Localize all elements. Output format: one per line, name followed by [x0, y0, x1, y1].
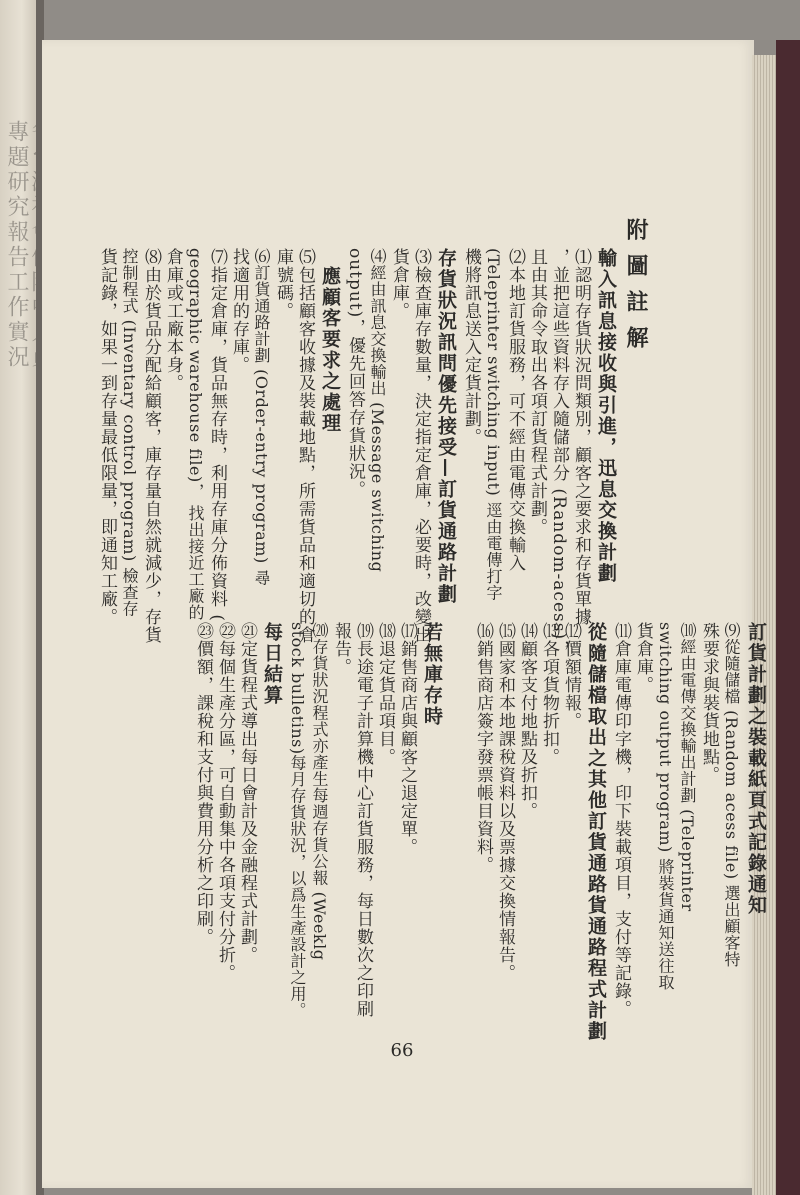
section-lower-right [472, 622, 770, 1042]
book-cover [776, 40, 800, 1195]
list-item: ⑹訂貨通路計劃 (Order-entry program) 尋 [252, 248, 271, 586]
section-heading: 若無庫存時 [421, 622, 443, 727]
section-heading: 每日結算 [261, 622, 283, 706]
list-item-continued: 庫號碼。 [273, 248, 293, 320]
list-item: ⑼從隨儲檔 (Random acess file) 選出顧客特 [722, 622, 741, 968]
page-title: 附圖註解 [623, 218, 649, 362]
list-item: ⒄銷售商店與顧客之退定單。 [397, 622, 417, 856]
section-heading: 訂貨計劃之裝載紙頁式記錄通知 [745, 622, 767, 916]
section-heading: 從隨儲檔取出之其他訂貨通路貨通路程式計劃 [585, 622, 607, 1042]
list-item-continued: 找適用的存庫。 [229, 248, 249, 374]
left-facing-page [0, 0, 36, 1195]
list-item-continued: 殊要求與裝貨地點。 [699, 622, 719, 784]
list-item: ㉒每個生產分區，可自動集中各項支付分折。 [215, 622, 235, 982]
list-item: ⑺指定倉庫，貨品無存時，利用存庫分佈資料 ( [207, 248, 227, 623]
section-lower-left [192, 622, 446, 1022]
list-item: ⒀各項貨物折扣。 [539, 622, 559, 766]
list-item: ⒅退定貨品項目。 [375, 622, 395, 766]
list-item-continued: ，並把這些資料存入隨儲部分 (Random-acess)， [549, 248, 569, 659]
list-item-continued: 貨倉庫。 [633, 622, 653, 694]
list-item-continued: geographic warehouse file)， 找出接近工廠的 [186, 248, 205, 621]
list-item: ⑽經由電傳交換輸出計劃 (Teleprinter [678, 622, 697, 912]
section-heading: 應顧客要求之處理 [319, 266, 341, 434]
page-number: 66 [390, 1040, 414, 1061]
list-item: ⑿價額情報。 [561, 622, 581, 730]
list-item: ⒂國家和本地課稅資料以及票據交換情報告。 [495, 622, 515, 982]
left-ghost-column: 專題研究報告工作實況 [4, 120, 29, 370]
list-item: ⑷經由訊息交換輸出 (Message switching [368, 248, 387, 573]
list-item: ⑻由於貨品分配給顧客，庫存量自然就減少，存貨 [141, 248, 161, 644]
list-item-continued: output)，優先回答存貨狀況。 [345, 248, 365, 499]
section-heading: 存貨狀況訊問優先接受—訂貨通路計劃 [435, 248, 457, 605]
list-item: ⒁顧客支付地點及折扣。 [517, 622, 537, 820]
list-item-continued: 且由其命令取出各項訂貨程式計劃。 [527, 248, 547, 536]
list-item-continued: 貨倉庫。 [389, 248, 409, 320]
list-item: ⑾倉庫電傳印字機，印下裝載項目，支付等記錄。 [611, 622, 631, 1018]
list-item: ⑸包括顧客收據及裝載地點，所需貨品和適切的倉 [295, 248, 315, 644]
list-item-continued: 機將訊息送入定貨計劃。 [461, 248, 481, 446]
list-item-continued: 控制程式 (Inventary control program) 檢查存 [120, 248, 139, 617]
list-item: ⑶檢查庫存數量，決定指定倉庫，必要時，改變出 [411, 248, 431, 644]
scan-background [42, 0, 800, 40]
list-item: ㉑定貨程式導出每日會計及金融程式計劃。 [237, 622, 257, 964]
list-item-continued: switching output program) 將裝貨通知送往取 [656, 622, 675, 991]
list-item-continued: 貨記錄，如果一到存量最低限量，即通知工廠。 [97, 248, 117, 626]
list-item-continued: (Teleprinter switching input) 逕由電傳打字 [484, 248, 503, 601]
list-item: ⑵本地訂貨服務，可不經由電傳交換輸入 [505, 248, 525, 572]
list-item: ㉓價額，課稅和支付與費用分析之印刷。 [193, 622, 213, 946]
list-item: ⑴認明存貨狀況問類別，顧客之要求和存貨單據 [571, 248, 591, 626]
list-item-continued: 倉庫或工廠本身。 [163, 248, 183, 392]
section-heading: 輸入訊息接收與引進，迅息交換計劃 [595, 248, 617, 584]
list-item: ⒇存貨狀況程式亦產生每週存貨公報 (Weeklg [310, 622, 329, 961]
list-item: ⒃銷售商店簽字發票帳目資料。 [473, 622, 493, 874]
list-item: ⒆長途電子計算機中心訂貨服務，每日數次之印刷 [353, 622, 373, 1018]
list-item-continued: stock bulletins)每月存貨狀況，以爲生產設計之用。 [288, 622, 307, 1019]
list-item-continued: 報告。 [331, 622, 351, 676]
